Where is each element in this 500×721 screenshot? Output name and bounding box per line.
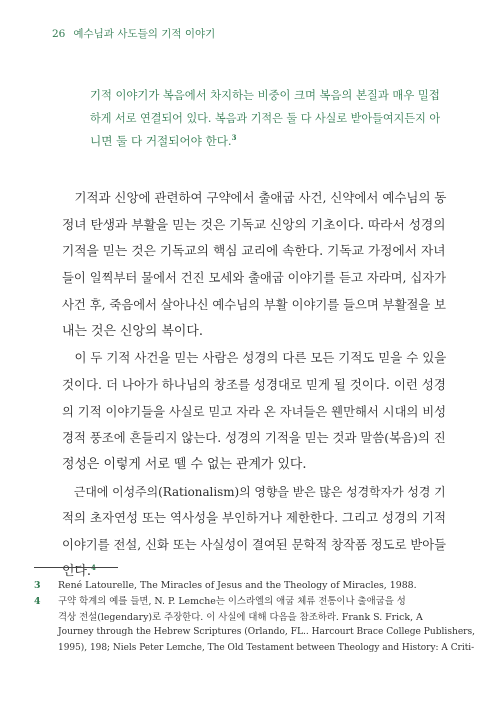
paragraph (62, 345, 446, 479)
footnote-line: 1995), 198; Niels Peter Lemche, The Old Testament between Theology and History: A Criti- (58, 643, 475, 654)
quote-line: 하게 서로 연결되어 있다. 복음과 기적은 둘 다 사실로 받아들여지든지 아 (90, 112, 441, 125)
body-line-text: 인다. (62, 563, 92, 579)
block-quote (90, 84, 440, 153)
body-line: 경적 풍조에 흔들리지 않는다. 성경의 기적을 믿는 것과 말씀(복음)의 진 (62, 431, 446, 446)
footnote-line: 구약 학계의 예를 들면, N. P. Lemche는 이스라엘의 애굽 체류 전통이나 출애굽을 성 (58, 595, 406, 607)
running-title: 예수님과 사도들의 기적 이야기 (73, 28, 216, 40)
paragraph (62, 479, 446, 586)
footnote-line: Journey through the Hebrew Scriptures (Orlando, FL.. Harcourt Brace College Publishers, (58, 627, 476, 638)
body-line: 것이다. 더 나아가 하나님의 창조를 성경대로 믿게 될 것이다. 이런 성경 (62, 376, 446, 392)
body-line: 기적을 믿는 것은 기독교의 핵심 교리에 속한다. 기독교 가정에서 자녀 (62, 243, 446, 259)
body-line: 들이 일찍부터 물에서 건진 모세와 출애굽 이야기를 듣고 자라며, 십자가 (62, 271, 447, 286)
footnote (34, 578, 474, 594)
body-line: 의 기적 이야기들을 사실로 믿고 자라 온 자녀들은 웬만해서 시대의 비성 (62, 404, 447, 419)
footnote-divider (34, 567, 118, 568)
footnote-number: 4 (34, 595, 41, 607)
body-text (62, 185, 446, 586)
footnote-line: René Latourelle, The Miracles of Jesus and the Theology of Miracles, 1988. (58, 580, 417, 591)
footnote-line: 격상 전설(legendary)로 주장한다. 이 사실에 대해 다음을 참조하라. Frank S. Frick, A (58, 611, 423, 623)
body-line: 이야기를 전설, 신화 또는 사실성이 결여된 문학적 창작품 정도로 받아들 (62, 538, 447, 553)
paragraph (62, 185, 446, 345)
quote-line (90, 130, 440, 153)
body-line: 근대에 이성주의(Rationalism)의 영향을 받은 많은 성경학자가 성경 기 (73, 484, 446, 499)
body-line: 정성은 이렇게 서로 뗄 수 없는 관계가 있다. (62, 457, 307, 473)
body-line: 기적과 신앙에 관련하여 구약에서 출애굽 사건, 신약에서 예수님의 동 (74, 190, 447, 205)
body-line: 사건 후, 죽음에서 살아나신 예수님의 부활 이야기를 들으며 부활절을 보 (62, 297, 447, 312)
quote-line-text: 니면 둘 다 거절되어야 한다. (90, 134, 232, 148)
body-line: 이 두 기적 사건을 믿는 사람은 성경의 다른 모든 기적도 믿을 수 있을 (74, 350, 447, 366)
body-line: 내는 것은 신앙의 복이다. (62, 323, 203, 339)
page-number: 26 (52, 28, 66, 40)
footnote-ref[interactable]: 4 (91, 562, 96, 572)
footnote-number: 3 (34, 580, 41, 591)
footnotes (34, 578, 474, 657)
quote-line: 기적 이야기가 복음에서 차지하는 비중이 크며 복음의 본질과 매우 밀접 (90, 88, 440, 102)
body-line: 정녀 탄생과 부활을 믿는 것은 기독교 신앙의 기초이다. 따라서 성경의 (62, 216, 446, 232)
body-line: 적의 초자연성 또는 역사성을 부인하거나 제한한다. 그리고 성경의 기적 (62, 510, 447, 526)
footnote (34, 594, 474, 657)
footnote-ref[interactable]: 3 (231, 133, 237, 142)
running-header (52, 26, 215, 41)
